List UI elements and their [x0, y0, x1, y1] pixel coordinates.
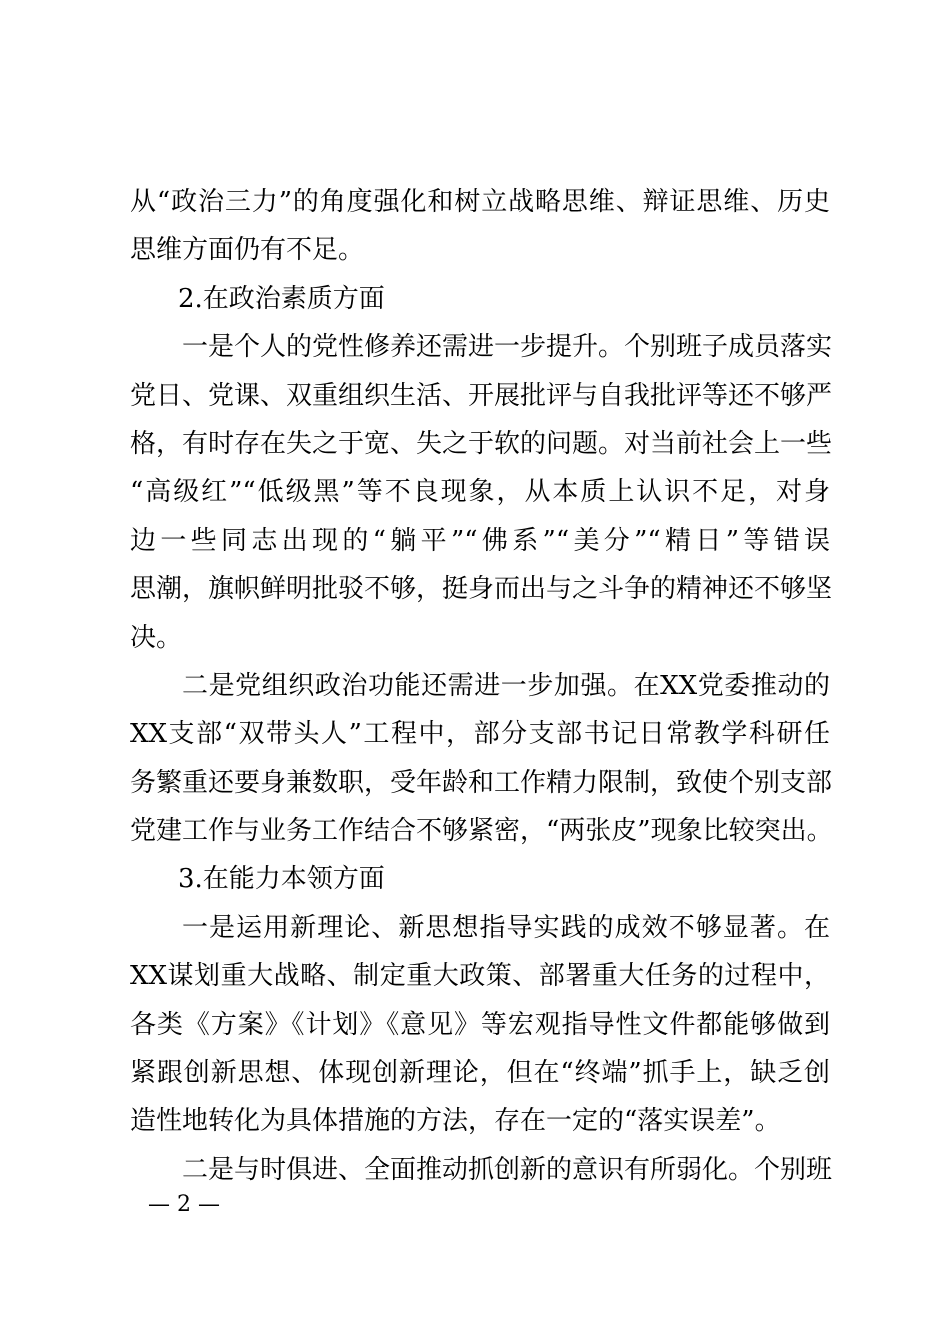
- text-line: 思潮，旗帜鲜明批驳不够，挺身而出与之斗争的精神还不够坚: [130, 574, 833, 605]
- page-number: — 2 —: [148, 1192, 220, 1217]
- text-line: 紧跟创新思想、体现创新理论，但在“终端”抓手上，缺乏创: [130, 1058, 830, 1089]
- document-body: [130, 178, 833, 1194]
- text-line: 决。: [130, 622, 183, 653]
- text-line: 造性地转化为具体措施的方法，存在一定的“落实误差”。: [130, 1106, 781, 1137]
- paragraph-first-line: 二是党组织政治功能还需进一步加强。在XX党委推动的: [182, 670, 830, 701]
- text-line: XX谋划重大战略、制定重大政策、部署重大任务的过程中，: [130, 961, 830, 992]
- text-line: 格，有时存在失之于宽、失之于软的问题。对当前社会上一些: [130, 428, 833, 459]
- text-line: 边一些同志出现的“躺平”“佛系”“美分”“精日”等错误: [130, 525, 830, 556]
- text-line: 党建工作与业务工作结合不够紧密，“两张皮”现象比较突出。: [130, 816, 833, 847]
- section-heading: 2.在政治素质方面: [178, 283, 385, 314]
- section-heading: 3.在能力本领方面: [178, 864, 385, 895]
- text-line: “高级红”“低级黑”等不良现象，从本质上认识不足，对身: [130, 477, 830, 508]
- paragraph-first-line: 一是运用新理论、新思想指导实践的成效不够显著。在: [182, 912, 830, 943]
- text-line: 从“政治三力”的角度强化和树立战略思维、辩证思维、历史: [130, 187, 830, 217]
- text-line: 务繁重还要身兼数职，受年龄和工作精力限制，致使个别支部: [130, 767, 833, 798]
- paragraph-first-line: 一是个人的党性修养还需进一步提升。个别班子成员落实: [182, 332, 833, 363]
- text-line: XX支部“双带头人”工程中，部分支部书记日常教学科研任: [130, 719, 830, 750]
- text-line: 思维方面仍有不足。: [130, 235, 365, 266]
- text-line: 各类《方案》《计划》《意见》等宏观指导性文件都能够做到: [130, 1009, 830, 1040]
- paragraph-first-line: 二是与时俱进、全面推动抓创新的意识有所弱化。个别班: [182, 1154, 833, 1185]
- text-line: 党日、党课、双重组织生活、开展批评与自我批评等还不够严: [130, 380, 833, 411]
